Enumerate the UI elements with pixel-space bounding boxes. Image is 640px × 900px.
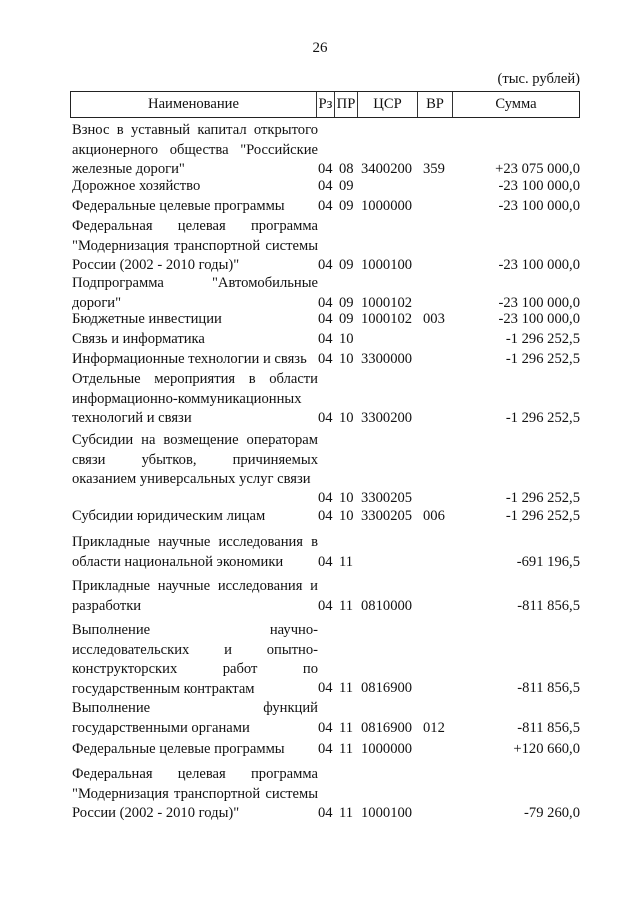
- row-rz: 04: [318, 679, 333, 696]
- header-csr: ЦСР: [358, 92, 418, 117]
- row-vr: 359: [423, 160, 445, 177]
- row-codes: [318, 507, 453, 527]
- row-csr: 3300205: [361, 489, 413, 506]
- row-csr: 3300000: [361, 350, 413, 367]
- row-codes: [318, 350, 453, 370]
- row-rz: 04: [318, 256, 333, 273]
- table-row: [70, 197, 580, 216]
- row-csr: 1000000: [361, 197, 413, 214]
- table-row: [70, 217, 580, 275]
- table-row: [70, 507, 580, 526]
- row-codes: [318, 310, 453, 330]
- row-name: Федеральные целевые программы: [72, 198, 285, 214]
- row-sum: -1 296 252,5: [505, 507, 580, 524]
- row-codes: [318, 553, 453, 573]
- row-name: Федеральные целевые программы: [72, 741, 285, 757]
- row-name: Информационные технологии и связь: [72, 351, 307, 367]
- row-codes: [318, 409, 453, 429]
- row-rz: 04: [318, 160, 333, 177]
- row-csr: 1000100: [361, 256, 413, 273]
- row-rz: 04: [318, 409, 333, 426]
- row-codes: [318, 740, 453, 760]
- row-name: Выполнение функций государственными органами: [72, 700, 318, 736]
- row-pr: 10: [339, 350, 354, 367]
- row-vr: 012: [423, 719, 445, 736]
- table-row: [70, 350, 580, 369]
- row-rz: 04: [318, 330, 333, 347]
- row-name: Федеральная целевая программа "Модернизация транспортной системы России (2002 - 2010 годы)": [72, 218, 318, 273]
- units-label: (тыс. рублей): [497, 71, 580, 87]
- row-sum: -811 856,5: [517, 679, 580, 696]
- row-csr: 0816900: [361, 679, 413, 696]
- row-sum: -23 100 000,0: [498, 197, 580, 214]
- row-csr: 0816900: [361, 719, 413, 736]
- row-pr: 11: [339, 597, 354, 614]
- row-pr: 10: [339, 489, 354, 506]
- row-csr: 3300200: [361, 409, 413, 426]
- row-rz: 04: [318, 719, 333, 736]
- table-row: [70, 310, 580, 329]
- row-sum: -1 296 252,5: [505, 330, 580, 347]
- row-rz: 04: [318, 804, 333, 821]
- row-name: Бюджетные инвестиции: [72, 311, 222, 327]
- row-csr: 1000000: [361, 740, 413, 757]
- row-sum: +120 660,0: [513, 740, 580, 757]
- row-rz: 04: [318, 507, 333, 524]
- table-row: [70, 699, 580, 738]
- header-rz: Рз: [317, 92, 335, 117]
- row-csr: 3300205: [361, 507, 413, 524]
- row-rz: 04: [318, 597, 333, 614]
- row-name: Отдельные мероприятия в области информационно-коммуникационных технологий и связи: [72, 371, 318, 426]
- row-pr: 11: [339, 719, 354, 736]
- row-sum: -691 196,5: [516, 553, 580, 570]
- row-pr: 11: [339, 740, 354, 757]
- row-pr: 10: [339, 409, 354, 426]
- row-pr: 09: [339, 197, 354, 214]
- row-codes: [318, 597, 453, 617]
- header-vr: ВР: [418, 92, 453, 117]
- row-rz: 04: [318, 489, 333, 506]
- table-row: [70, 740, 580, 759]
- header-sum: Сумма: [495, 96, 537, 112]
- table-header: [70, 91, 580, 118]
- row-vr: 006: [423, 507, 445, 524]
- row-vr: 003: [423, 310, 445, 327]
- row-pr: 09: [339, 256, 354, 273]
- row-pr: 09: [339, 310, 354, 327]
- row-sum: -23 100 000,0: [498, 256, 580, 273]
- row-name: Подпрограмма "Автомобильные дороги": [72, 275, 318, 311]
- header-name: Наименование: [71, 92, 317, 117]
- row-rz: 04: [318, 294, 333, 311]
- row-pr: 10: [339, 507, 354, 524]
- row-name: Связь и информатика: [72, 331, 205, 347]
- row-sum: -811 856,5: [517, 719, 580, 736]
- row-rz: 04: [318, 310, 333, 327]
- row-rz: 04: [318, 197, 333, 214]
- row-pr: 09: [339, 177, 354, 194]
- row-sum: -23 100 000,0: [498, 177, 580, 194]
- table-row: [70, 431, 580, 508]
- row-sum: -1 296 252,5: [505, 409, 580, 426]
- row-sum: -1 296 252,5: [505, 350, 580, 367]
- row-csr: 1000100: [361, 804, 413, 821]
- row-pr: 08: [339, 160, 354, 177]
- row-pr: 09: [339, 294, 354, 311]
- row-codes: [318, 679, 453, 699]
- page-number: 26: [312, 40, 328, 56]
- table-row: [70, 577, 580, 616]
- row-pr: 10: [339, 330, 354, 347]
- table-row: [70, 177, 580, 196]
- row-csr: 1000102: [361, 294, 413, 311]
- row-csr: 3400200: [361, 160, 413, 177]
- row-csr: 0810000: [361, 597, 413, 614]
- row-name: Прикладные научные исследования и разработки: [72, 578, 318, 614]
- row-codes: [318, 256, 453, 276]
- row-sum: -811 856,5: [517, 597, 580, 614]
- row-name: Прикладные научные исследования в области национальной экономики: [72, 534, 318, 570]
- row-codes: [318, 177, 453, 197]
- row-codes: [318, 330, 453, 350]
- row-codes: [318, 489, 453, 509]
- table-row: [70, 274, 580, 313]
- row-codes: [318, 719, 453, 739]
- table-row: [70, 765, 580, 823]
- table-row: [70, 621, 580, 698]
- row-rz: 04: [318, 177, 333, 194]
- row-sum: -23 100 000,0: [498, 294, 580, 311]
- row-rz: 04: [318, 350, 333, 367]
- table-row: [70, 121, 580, 179]
- row-name: Субсидии юридическим лицам: [72, 508, 266, 524]
- row-sum: -1 296 252,5: [505, 489, 580, 506]
- row-sum: +23 075 000,0: [495, 160, 580, 177]
- row-rz: 04: [318, 740, 333, 757]
- row-pr: 11: [339, 553, 354, 570]
- row-csr: 1000102: [361, 310, 413, 327]
- table-row: [70, 533, 580, 572]
- row-name: Выполнение научно-исследовательских и опытно-конструкторских работ по государственным контрактам: [72, 622, 318, 697]
- row-name: Федеральная целевая программа "Модернизация транспортной системы России (2002 - 2010 годы)": [72, 766, 318, 821]
- row-codes: [318, 804, 453, 824]
- row-sum: -23 100 000,0: [498, 310, 580, 327]
- table-row: [70, 330, 580, 349]
- header-pr: ПР: [335, 92, 358, 117]
- row-name: Дорожное хозяйство: [72, 178, 201, 194]
- row-pr: 11: [339, 679, 354, 696]
- row-rz: 04: [318, 553, 333, 570]
- row-sum: -79 260,0: [524, 804, 580, 821]
- row-name: Взнос в уставный капитал открытого акционерного общества "Российские железные дороги": [72, 122, 318, 177]
- row-pr: 11: [339, 804, 354, 821]
- row-codes: [318, 197, 453, 217]
- row-name: Субсидии на возмещение операторам связи убытков, причиняемых оказанием универсальных услуг связи: [72, 432, 318, 487]
- table-row: [70, 370, 580, 428]
